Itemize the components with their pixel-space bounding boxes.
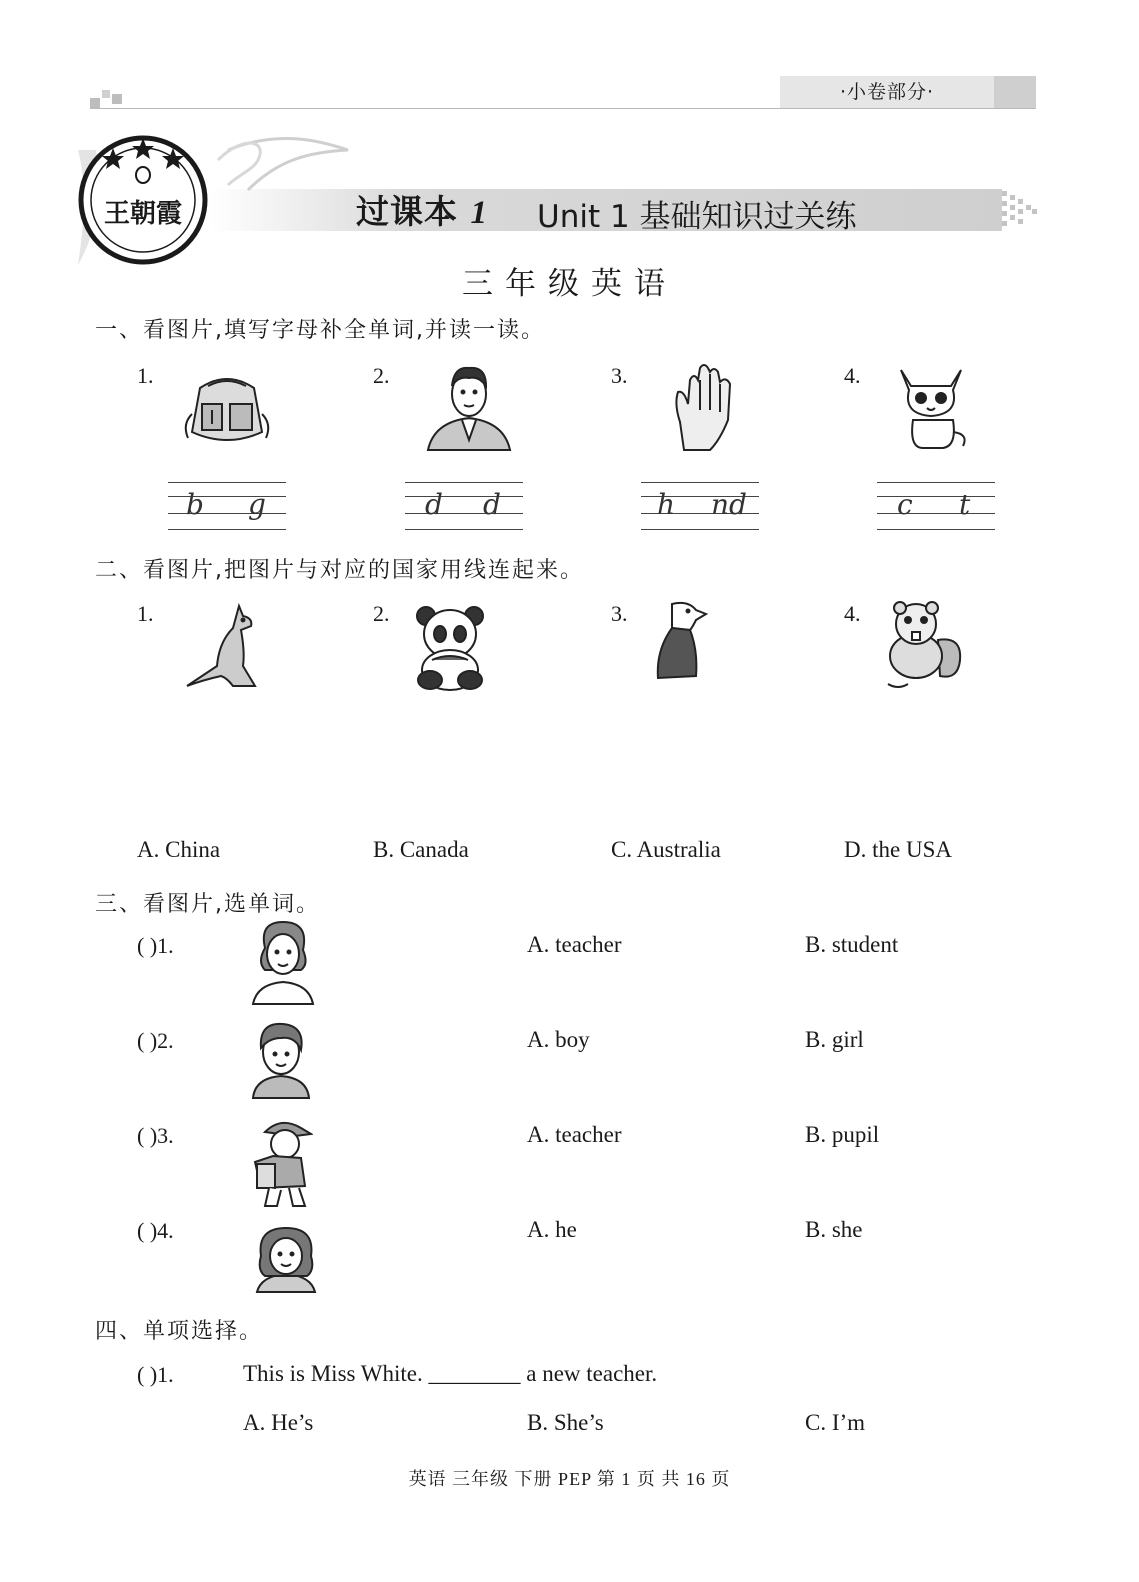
s2-item4-number: 4. <box>844 601 861 626</box>
s1-letter: d <box>483 488 501 521</box>
s3-item1-option-b: B. student <box>805 932 899 957</box>
lesson-title-number: 1 <box>470 195 488 231</box>
eagle-icon <box>652 600 712 686</box>
s1-item3-number: 3. <box>611 363 628 388</box>
s1-answer-lines-4[interactable] <box>877 482 995 532</box>
beaver-icon <box>878 600 964 692</box>
s3-item2-option-a: A. boy <box>527 1027 590 1052</box>
grade-title: 三年级英语 <box>462 266 677 302</box>
s3-item2-option-b: B. girl <box>805 1027 864 1052</box>
logo-text: 王朝霞 <box>103 199 183 229</box>
boy-icon <box>251 1020 311 1100</box>
woman-teacher-icon <box>251 918 315 1006</box>
pupil-icon <box>251 1116 313 1210</box>
s4-item1-option-c: C. I’m <box>805 1410 866 1435</box>
s2-item2-number: 2. <box>373 601 390 626</box>
cat-icon <box>893 360 969 450</box>
lesson-title-text: 过课本 <box>356 192 458 231</box>
s3-item3-answer-blank[interactable]: ( )3. <box>137 1123 174 1148</box>
s1-letter: c <box>897 488 913 521</box>
s4-item1-option-b: B. She’s <box>527 1410 604 1435</box>
s1-letter: nd <box>711 488 747 521</box>
s2-option-a: A. China <box>137 837 221 862</box>
unit-title: Unit 1 基础知识过关练 <box>537 199 857 235</box>
section4-title: 四、单项选择。 <box>95 1319 264 1344</box>
s1-letter: t <box>959 488 971 521</box>
s3-item4-answer-blank[interactable]: ( )4. <box>137 1218 174 1243</box>
girl-icon <box>253 1226 319 1294</box>
s1-item1-number: 1. <box>137 363 154 388</box>
panda-icon <box>412 602 488 692</box>
s1-answer-lines-2[interactable] <box>405 482 523 532</box>
section1-title: 一、看图片,填写字母补全单词,并读一读。 <box>95 318 545 343</box>
s4-item1-answer-blank[interactable]: ( )1. <box>137 1362 174 1387</box>
s1-letter: b <box>186 488 204 521</box>
corner-decoration <box>90 86 126 110</box>
s3-item1-option-a: A. teacher <box>527 932 622 957</box>
s1-item4-number: 4. <box>844 363 861 388</box>
s2-option-d: D. the USA <box>844 837 952 862</box>
s1-answer-lines-3[interactable] <box>641 482 759 532</box>
s2-item3-number: 3. <box>611 601 628 626</box>
backpack-icon <box>178 368 276 450</box>
man-icon <box>424 360 514 452</box>
s2-option-b: B. Canada <box>373 837 469 862</box>
s3-item4-option-b: B. she <box>805 1217 863 1242</box>
s3-item1-answer-blank[interactable]: ( )1. <box>137 933 174 958</box>
section-tab-label: ·小卷部分· <box>839 81 935 103</box>
s1-letter: g <box>248 488 266 521</box>
lesson-title <box>356 186 488 233</box>
header-rule <box>90 108 1036 109</box>
s2-option-c: C. Australia <box>611 837 721 862</box>
section2-title: 二、看图片,把图片与对应的国家用线连起来。 <box>95 558 584 583</box>
hand-icon <box>670 360 746 452</box>
s3-item4-option-a: A. he <box>527 1217 577 1242</box>
section3-title: 三、看图片,选单词。 <box>95 892 320 917</box>
publisher-logo <box>78 130 358 270</box>
s4-item1-option-a: A. He’s <box>243 1410 314 1435</box>
s3-item2-answer-blank[interactable]: ( )2. <box>137 1028 174 1053</box>
page-footer: 英语 三年级 下册 PEP 第 1 页 共 16 页 <box>408 1469 731 1489</box>
s1-letter: h <box>657 488 676 521</box>
s1-answer-lines-1[interactable] <box>168 482 286 532</box>
s2-item1-number: 1. <box>137 601 154 626</box>
s3-item3-option-a: A. teacher <box>527 1122 622 1147</box>
s4-item1-question: This is Miss White. ________ a new teacher. <box>243 1361 658 1386</box>
s1-item2-number: 2. <box>373 363 390 388</box>
kangaroo-icon <box>183 602 265 690</box>
section-tab <box>780 76 1036 108</box>
s3-item3-option-b: B. pupil <box>805 1122 880 1147</box>
s1-letter: d <box>425 488 443 521</box>
banner-dots-decoration <box>1002 189 1038 231</box>
